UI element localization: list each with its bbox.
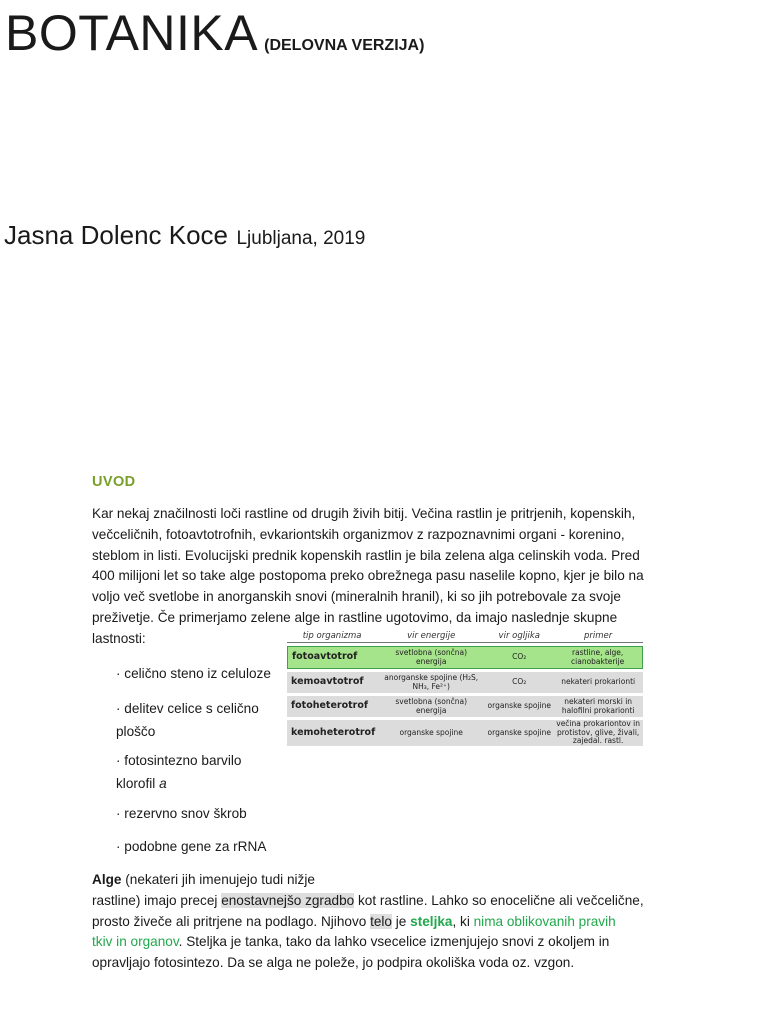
intro-line: Kar nekaj značilnosti loči rastline od drugih živih bitij. Večina rastlin je pritrjenih, kopenskih, bbox=[92, 506, 636, 521]
text-run: rastline) imajo precej bbox=[92, 892, 222, 908]
table-cell: večina prokariontov in protistov, glive, živali, zajedal. rastl. bbox=[553, 720, 643, 746]
algae-line bbox=[92, 912, 692, 933]
green-phrase: tkiv in organov bbox=[92, 934, 179, 950]
table-cell: svetlobna (sončna) energija bbox=[377, 646, 485, 669]
table-row bbox=[287, 696, 643, 717]
algae-line bbox=[92, 932, 692, 953]
bullet-italic-letter: a bbox=[159, 776, 167, 791]
table-cell: kemoavtotrof bbox=[287, 672, 377, 693]
table-cell: svetlobna (sončna) energija bbox=[377, 696, 485, 717]
bullet-item: · delitev celice s celično bbox=[116, 701, 259, 716]
table-cell: organske spojine bbox=[485, 696, 553, 717]
bullet-item: · fotosintezno barvilo bbox=[116, 753, 242, 768]
bullet-item-continuation: ploščo bbox=[116, 724, 156, 739]
green-phrase: nima oblikovanih pravih bbox=[473, 913, 616, 929]
title-subtitle: (DELOVNA VERZIJA) bbox=[264, 37, 425, 54]
algae-line: opravljajo fotosintezo. Da se alga ne poleže, jo podpira okoliška voda oz. vzgon. bbox=[92, 955, 575, 971]
table-cell: nekateri prokarionti bbox=[553, 672, 643, 693]
table-row-highlighted bbox=[287, 646, 643, 669]
column-header: vir energije bbox=[377, 631, 485, 643]
column-header: vir ogljika bbox=[485, 631, 553, 643]
table-cell: fotoheterotrof bbox=[287, 696, 377, 717]
table-cell: rastline, alge, cianobakterije bbox=[553, 646, 643, 669]
table-cell: nekateri morski in halofilni prokarionti bbox=[553, 696, 643, 717]
bullet-item-continuation bbox=[116, 772, 167, 795]
table-cell: CO₂ bbox=[485, 672, 553, 693]
algae-line bbox=[92, 870, 692, 891]
bullet-item: · celično steno iz celuloze bbox=[116, 666, 271, 681]
column-header: primer bbox=[553, 631, 643, 643]
intro-line: večceličnih, fotoavtotrofnih, evkariontskih organizmov z razpoznavnimi organi - korenino, bbox=[92, 526, 625, 542]
table-row bbox=[287, 720, 643, 746]
table-cell: anorganske spojine (H₂S, NH₃, Fe²⁺) bbox=[377, 672, 485, 693]
table-row bbox=[287, 672, 643, 693]
text-run: , ki bbox=[452, 913, 474, 929]
green-bold-term: steljka bbox=[410, 913, 453, 929]
text-run: kot rastline. Lahko so enocelične ali večcelične, bbox=[354, 892, 644, 908]
intro-line: preživetje. Če primerjamo zelene alge in rastline ugotovimo, da imajo naslednje skupne bbox=[92, 609, 618, 625]
bullet-text: klorofil bbox=[116, 776, 160, 791]
table-cell: fotoavtotrof bbox=[287, 646, 377, 669]
organism-type-table bbox=[287, 628, 643, 749]
text-run: je bbox=[392, 913, 411, 929]
table-cell: organske spojine bbox=[377, 720, 485, 746]
bullet-item: · rezervno snov škrob bbox=[116, 806, 247, 821]
intro-line: 400 milijoni let so take alge postopoma preko obrežnega pasu naselile kopno, kjer je bilo na bbox=[92, 568, 644, 584]
highlighted-phrase: enostavnejšo zgradbo bbox=[221, 892, 355, 908]
intro-line: steblom in listi. Evolucijski prednik kopenskih rastlin je bila zelena alga celinskih voda. Pred bbox=[92, 547, 640, 563]
title-main: BOTANIKA bbox=[5, 5, 259, 61]
table-header-row bbox=[287, 631, 643, 643]
document-title bbox=[5, 4, 424, 62]
author-name: Jasna Dolenc Koce bbox=[4, 220, 229, 250]
text-run: prosto živeče ali pritrjene na podlago. Njihovo bbox=[92, 913, 371, 929]
algae-paragraph bbox=[92, 870, 692, 974]
bullet-item: · podobne gene za rRNA bbox=[116, 839, 267, 854]
column-header: tip organizma bbox=[287, 631, 377, 643]
algae-line bbox=[92, 891, 692, 912]
highlighted-word: telo bbox=[370, 913, 392, 929]
text-run: (nekateri jih imenujejo tudi nižje bbox=[121, 872, 315, 887]
table-cell: organske spojine bbox=[485, 720, 553, 746]
author-line bbox=[4, 220, 365, 251]
table-cell: kemoheterotrof bbox=[287, 720, 377, 746]
intro-line: lastnosti: bbox=[92, 630, 146, 646]
place-year: Ljubljana, 2019 bbox=[236, 228, 366, 249]
table bbox=[287, 628, 643, 749]
section-heading: UVOD bbox=[92, 474, 136, 490]
term-bold: Alge bbox=[92, 872, 122, 887]
intro-line: voljo več svetlobe in anorganskih snovi (mineralnih hranil), ki so jih potrebovale za svoje bbox=[92, 589, 621, 605]
table-cell: CO₂ bbox=[485, 646, 553, 669]
text-run: . Steljka je tanka, tako da lahko vsecelice izmenjujejo snovi z okoljem in bbox=[178, 934, 610, 950]
